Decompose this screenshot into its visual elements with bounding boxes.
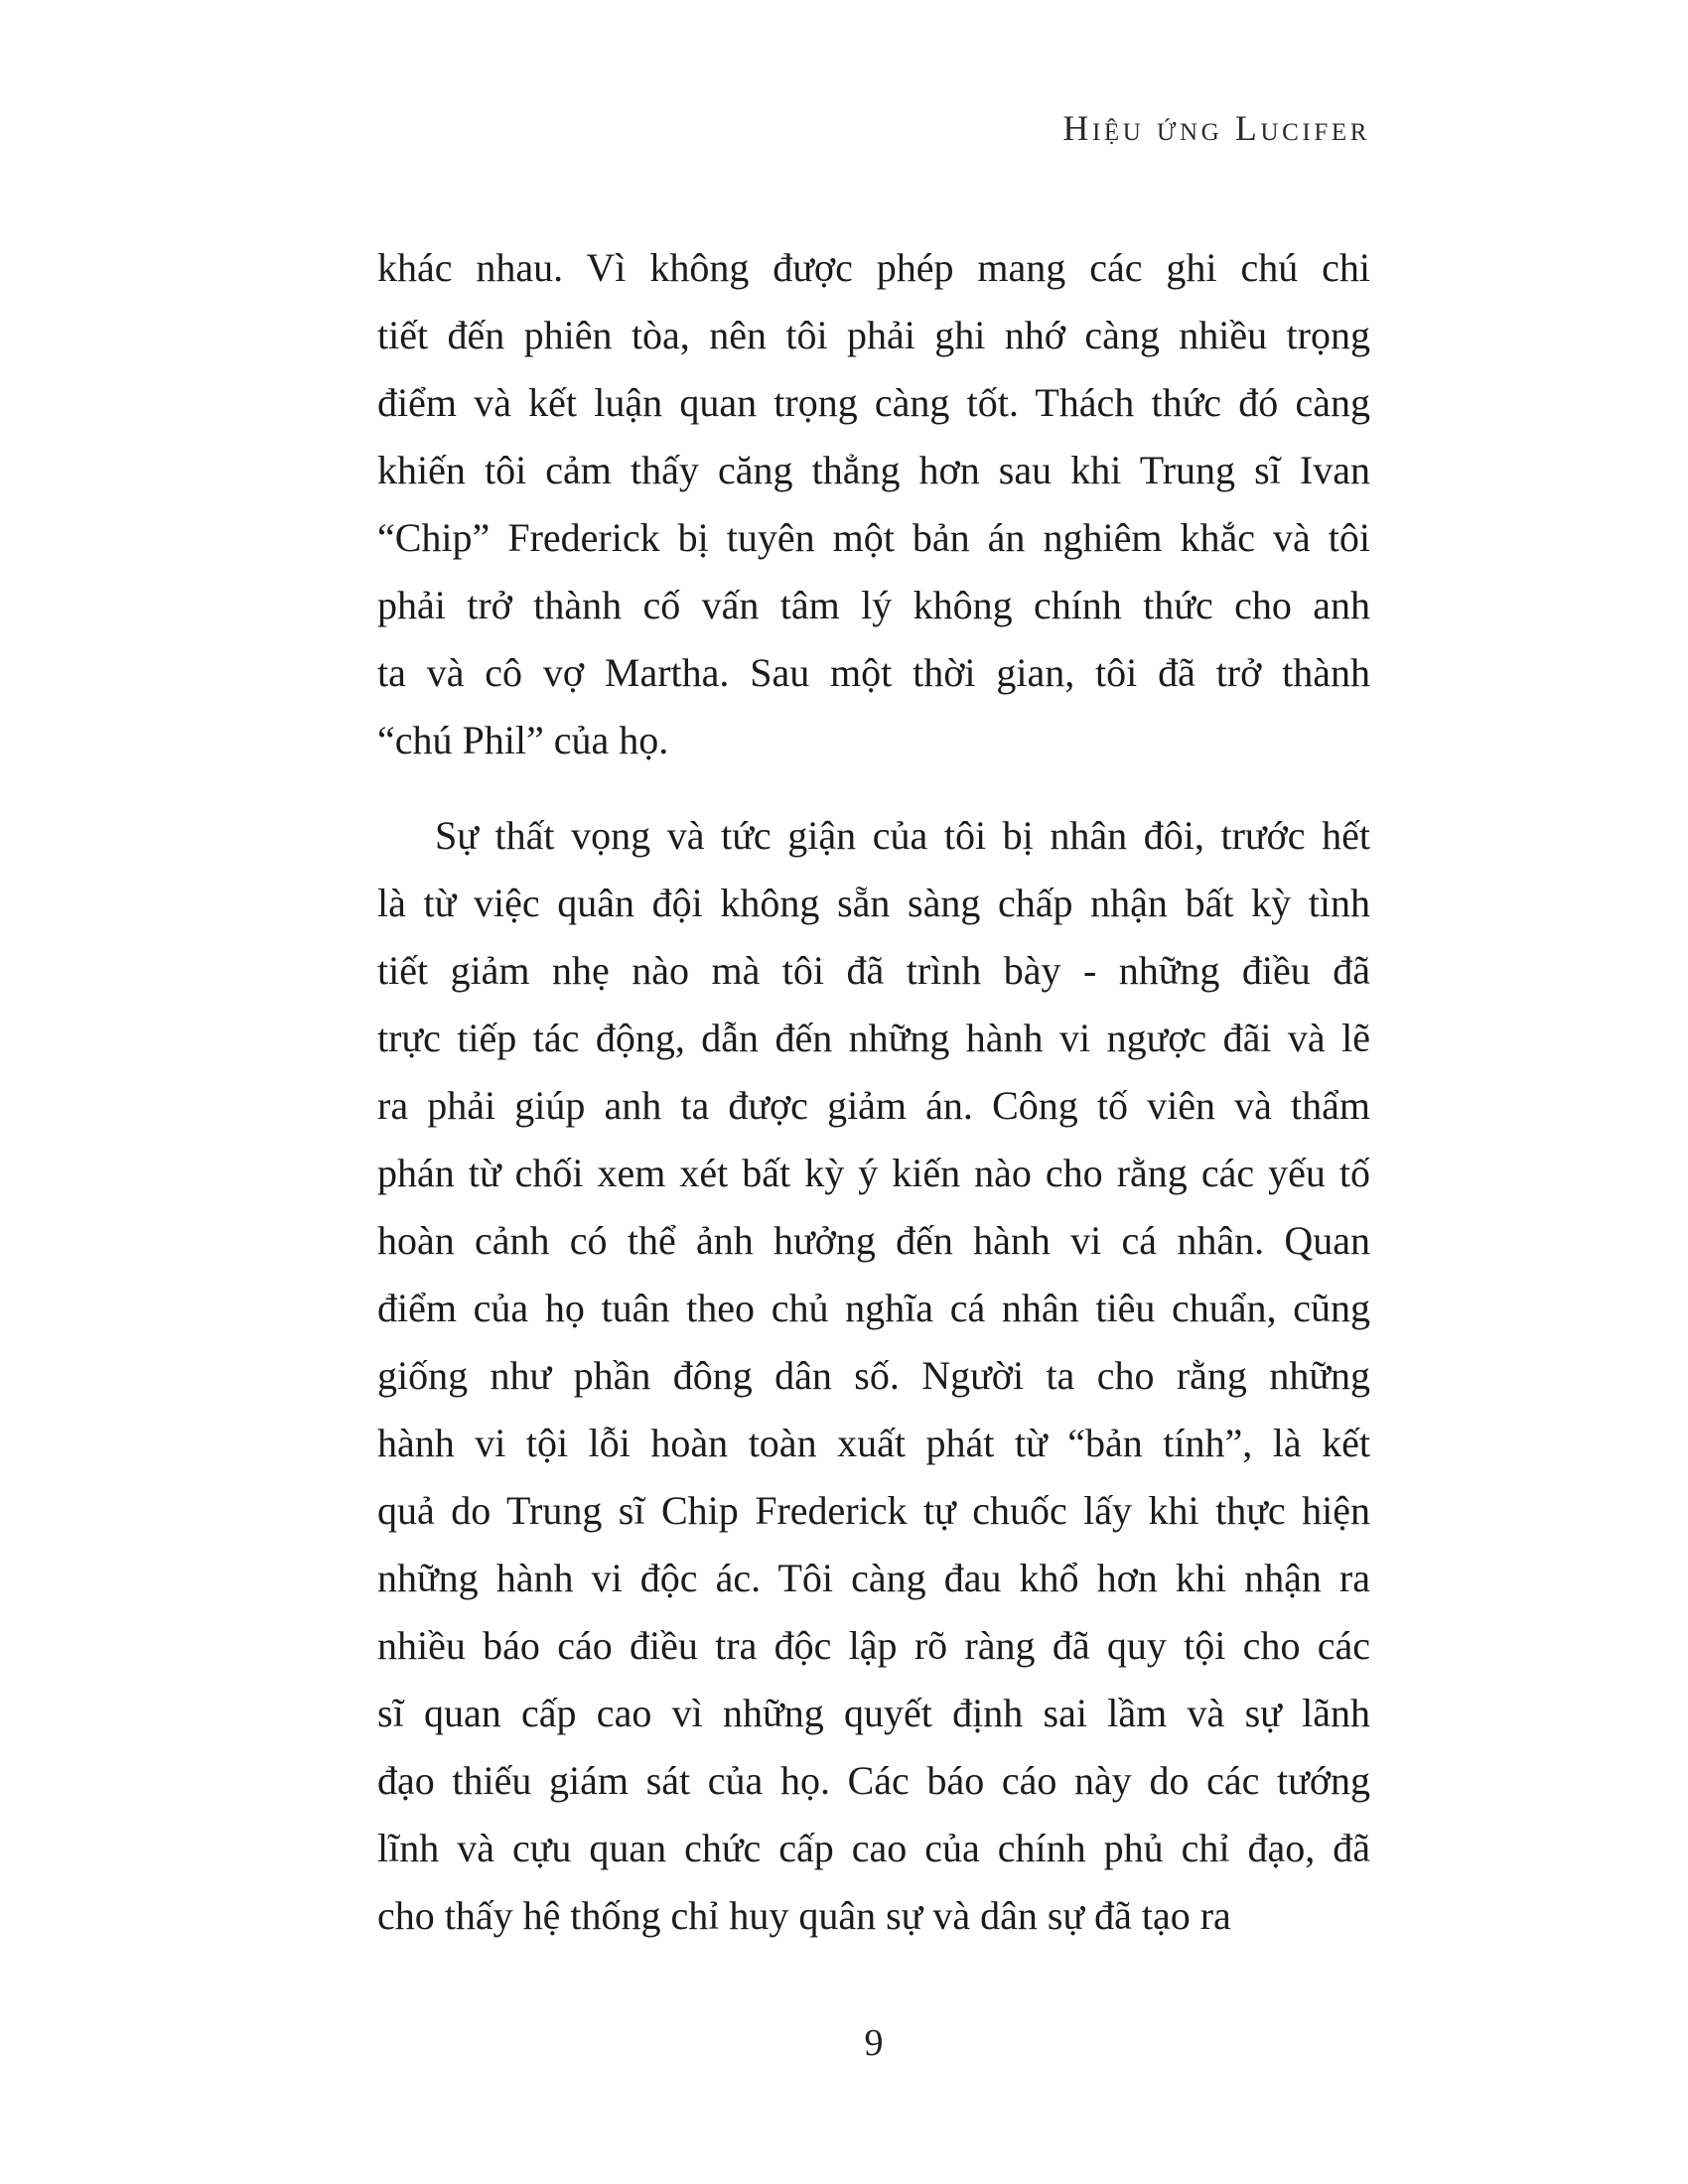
text-line: cho thấy hệ thống chỉ huy quân sự và dân sự đã tạo ra <box>377 1893 1231 1938</box>
paragraph <box>377 234 1370 774</box>
text-line: khác nhau. Vì không được phép mang các ghi chú chi <box>377 245 1370 290</box>
body-text <box>377 234 1370 1950</box>
text-line: tiết giảm nhẹ nào mà tôi đã trình bày - những điều đã <box>377 948 1370 993</box>
text-line: tiết đến phiên tòa, nên tôi phải ghi nhớ càng nhiều trọng <box>377 313 1370 357</box>
text-line: ta và cô vợ Martha. Sau một thời gian, tôi đã trở thành <box>377 650 1370 695</box>
text-line: là từ việc quân đội không sẵn sàng chấp nhận bất kỳ tình <box>377 881 1370 925</box>
text-line: Sự thất vọng và tức giận của tôi bị nhân đôi, trước hết <box>435 813 1370 858</box>
text-line: nhiều báo cáo điều tra độc lập rõ ràng đã quy tội cho các <box>377 1623 1370 1668</box>
text-line: “Chip” Frederick bị tuyên một bản án nghiêm khắc và tôi <box>377 515 1370 560</box>
text-line: trực tiếp tác động, dẫn đến những hành vi ngược đãi và lẽ <box>377 1016 1370 1060</box>
page-number: 9 <box>864 2022 884 2064</box>
text-line: “chú Phil” của họ. <box>377 718 669 762</box>
text-line: giống như phần đông dân số. Người ta cho rằng những <box>377 1353 1370 1398</box>
text-line: hành vi tội lỗi hoàn toàn xuất phát từ “bản tính”, là kết <box>377 1421 1370 1465</box>
text-line: phán từ chối xem xét bất kỳ ý kiến nào cho rằng các yếu tố <box>377 1151 1370 1195</box>
text-line: điểm và kết luận quan trọng càng tốt. Thách thức đó càng <box>377 380 1370 425</box>
text-line: sĩ quan cấp cao vì những quyết định sai lầm và sự lãnh <box>377 1691 1370 1735</box>
text-line: khiến tôi cảm thấy căng thẳng hơn sau khi Trung sĩ Ivan <box>377 448 1370 492</box>
text-line: quả do Trung sĩ Chip Frederick tự chuốc lấy khi thực hiện <box>377 1488 1370 1533</box>
text-line: phải trở thành cố vấn tâm lý không chính thức cho anh <box>377 583 1370 627</box>
running-header: Hiệu ứng Lucifer <box>1062 108 1370 148</box>
text-line: điểm của họ tuân theo chủ nghĩa cá nhân tiêu chuẩn, cũng <box>377 1286 1370 1330</box>
text-line: hoàn cảnh có thể ảnh hưởng đến hành vi cá nhân. Quan <box>377 1218 1370 1263</box>
text-line: đạo thiếu giám sát của họ. Các báo cáo này do các tướng <box>377 1758 1370 1803</box>
text-line: những hành vi độc ác. Tôi càng đau khổ hơn khi nhận ra <box>377 1556 1370 1600</box>
paragraph <box>377 802 1370 1950</box>
text-line: ra phải giúp anh ta được giảm án. Công tố viên và thẩm <box>377 1083 1370 1128</box>
text-line: lĩnh và cựu quan chức cấp cao của chính phủ chỉ đạo, đã <box>377 1826 1370 1870</box>
